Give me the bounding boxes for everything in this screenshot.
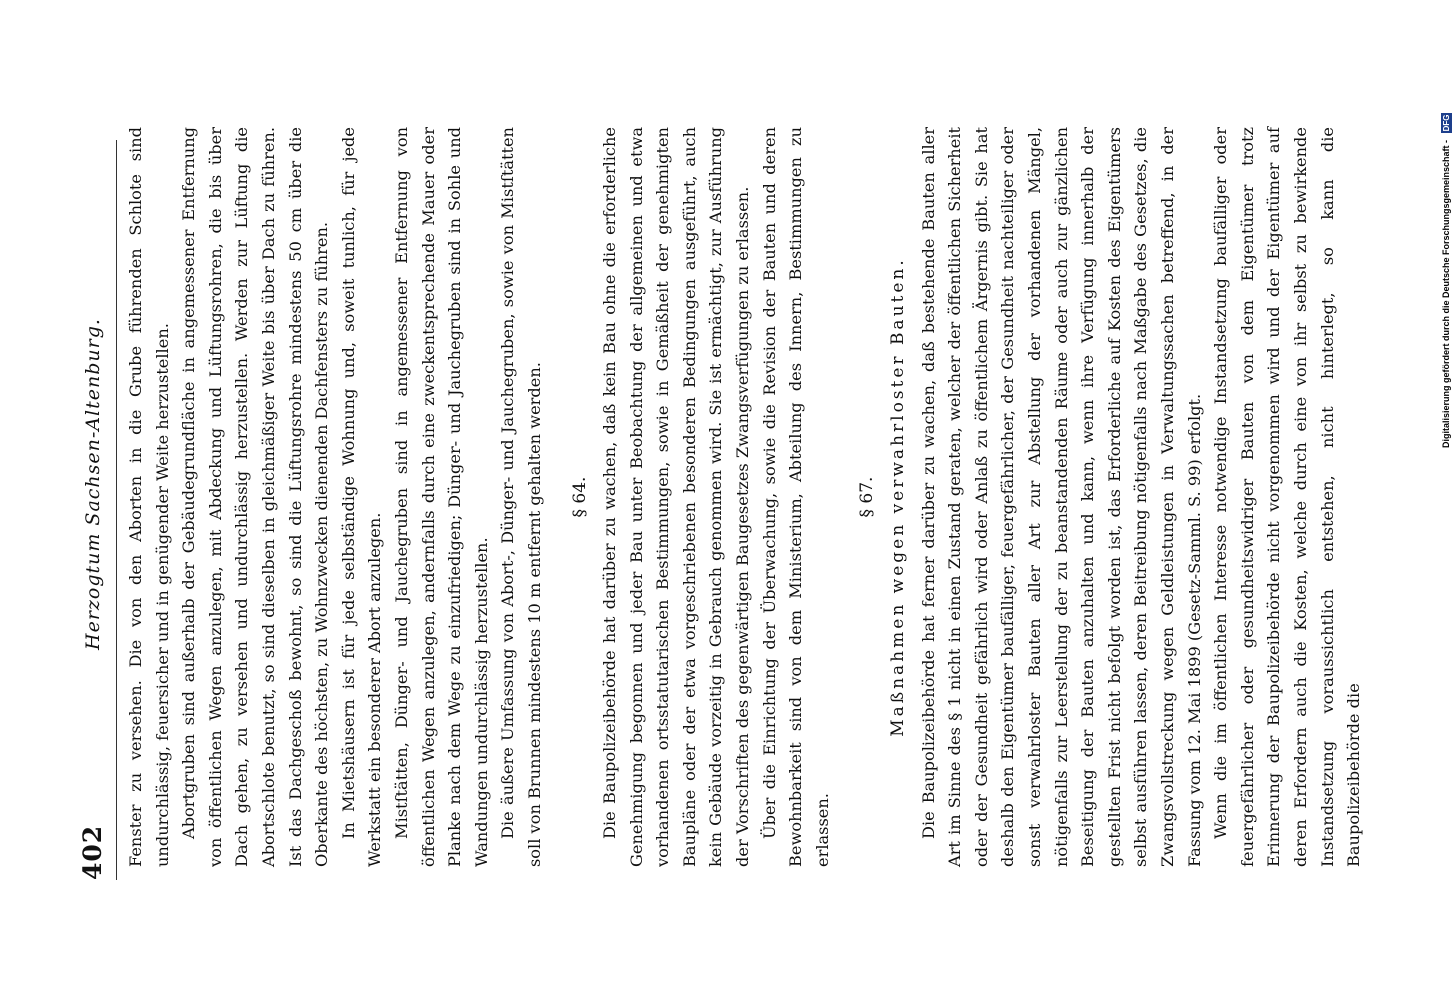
- paragraph: Wenn die im öffentlichen Interesse notwendige Instandsetzung baufälliger oder feuergefährlicher oder gesundheitswidriger Bauten von dem Eigentümer trotz Erinnerung der Baupolizeibehörde nicht vorgenommen wird und der Eigentümer auf deren Erfordern auch die Kosten, welche durch eine von ihr selbst zu bewirkende Instandsetzung voraussichtlich entstehen, nicht hinterlegt, so kann die Baupolizeibehörde die: [1211, 127, 1364, 867]
- paragraph: Über die Einrichtung der Überwachung, sowie die Revision der Bauten und deren Bewohnbarkeit sind von dem Ministerium, Abteilung des Innern, Bestimmungen zu erlassen.: [759, 127, 832, 867]
- header-rule: [116, 140, 117, 880]
- page-number: 402: [78, 824, 107, 880]
- section-title-67: Maßnahmen wegen verwahrloster Bauten.: [888, 257, 909, 737]
- paragraph: Die äußere Umfassung von Abort-, Dünger- und Jauchegruben, sowie von Mistſtätten soll von Brunnen mindestens 10 m entfernt gehalten werden.: [498, 127, 544, 867]
- dfg-logo: DFG: [1442, 114, 1451, 132]
- paragraph: Fenster zu versehen. Die von den Aborten in die Grube führenden Schlote sind undurchlässig, feuersicher und in genügender Weite herzustellen.: [126, 127, 172, 867]
- section-heading-64: § 64.: [569, 476, 590, 518]
- paragraph: In Mietshäusern ist für jede selbständige Wohnung und, soweit tunlich, für jede Werkstatt ein besonderer Abort anzulegen.: [338, 127, 385, 867]
- paragraph: Die Baupolizeibehörde hat ferner darüber zu wachen, daß bestehende Bauten aller Art im Sinne des § 1 nicht in einen Zustand geraten, welcher der öffentlichen Sicherheit oder der Gesundheit gefährlich wird oder Anlaß zu öffentlichem Ärgernis gibt. Sie hat deshalb den Eigentümer baufälliger, feuergefährlicher, der Gesundheit nachteiliger oder sonst verwahrloster Bauten aller Art zur Abstellung der vorhandenen Mängel, nötigenfalls zur Leerstellung der zu beanstandenden Räume oder auch zur gänzlichen Beseitigung der Bauten anzuhalten und kann, wenn ihre Verfügung innerhalb der gestellten Frist nicht befolgt worden ist, das Erforderliche auf Kosten des Eigentümers selbst ausführen lassen, deren Beitreibung nötigenfalls nach Maßgabe des Gesetzes, die Zwangsvollstreckung wegen Geldleistungen in Verwaltungssachen betreffend, in der Fassung vom 12. Mai 1899 (Gesetz-Samml. S. 99) erfolgt.: [918, 127, 1204, 867]
- section-heading-67: § 67.: [857, 476, 878, 518]
- page-header: [78, 145, 118, 880]
- digitization-text: Digitalisierung gefördert durch die Deutsche Forschungsgemeinschaft -: [1441, 139, 1451, 448]
- paragraph: Mistſtätten, Dünger- und Jauchegruben sind in angemessener Entfernung von öffentlichen Wegen anzulegen, andernfalls durch eine zweckentsprechende Mauer oder Planke nach dem Wege zu einzufriedigen; Dünger- und Jauchegruben sind in Sohle und Wandungen undurchlässig herzustellen.: [391, 127, 491, 867]
- digitization-note: [1441, 8, 1453, 448]
- body-text: [123, 127, 1368, 867]
- paragraph: Abortgruben sind außerhalb der Gebäudegrundfläche in angemessener Entfernung von öffentlichen Wegen anzulegen, mit Abdeckung und Lüftungsrohren, die bis über Dach gehen, zu versehen und undurchlässig herzustellen. Werden zur Lüftung die Abortschlote benutzt, so sind dieselben in gleichmäßiger Weite bis über Dach zu führen. Ist das Dachgeschoß bewohnt, so sind die Lüftungsrohre mindestens 50 cm über die Oberkante des höchsten, zu Wohnzwecken dienenden Dachfensters zu führen.: [179, 127, 332, 867]
- paragraph: Die Baupolizeibehörde hat darüber zu wachen, daß kein Bau ohne die erforderliche Genehmigung begonnen und jeder Bau unter Beobachtung der allgemeinen und etwa vorhandenen ortsstatutarischen Bestimmungen, sowie in Gemäßheit der genehmigten Baupläne oder der etwa vorgeschriebenen besonderen Bedingungen ausgeführt, auch kein Gebäude vorzeitig in Gebrauch genommen wird. Sie ist ermächtigt, zur Ausführung der Vorschriften des gegenwärtigen Baugesetzes Zwangsverfügungen zu erlassen.: [600, 127, 753, 867]
- running-title: Herzogtum Sachsen-Altenburg.: [82, 318, 104, 650]
